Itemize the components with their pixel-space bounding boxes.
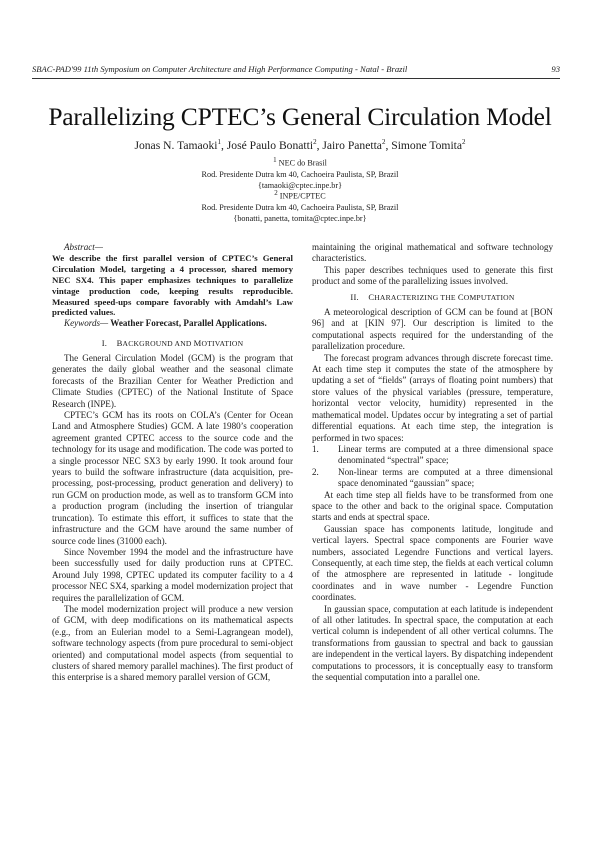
- paragraph: The model modernization project will produce a new version of GCM, with deep modifications on its mathematical aspects (e.g., from an Eulerian model to a Semi-Lagrangean model), software technology aspects (from pure procedural to semi-object oriented) and computational model aspects (from sequential to clusters of shared memory parallel machines). The first product of this enterprise is a shared memory parallel version of GCM,: [52, 603, 293, 683]
- abstract-label: Abstract—: [64, 242, 103, 252]
- author-mark: 2: [462, 138, 466, 146]
- affiliation-name: INPE/CPTEC: [279, 191, 326, 201]
- affiliation-name: NEC do Brasil: [278, 158, 327, 168]
- paragraph: The forecast program advances through discrete forecast time. At each time step it computes the state of the atmosphere by updating a set of “fields” (arrays of floating point numbers) that store values of the physical variables (pressure, temperature, horizontal vector velocity, humidity) represented in the mathematical model. Updates occur by integrating a set of partial differential equations. At each time step, the integration is performed in two spaces:: [312, 352, 553, 443]
- paragraph: The General Circulation Model (GCM) is the program that generates the daily global weather and the seasonal climate forecasts of the Brazilian Center for Weather Prediction and Climate Studies (CPTEC) of the National Institute of Space Research (INPE).: [52, 353, 293, 409]
- affiliation-email: {tamaoki@cptec.inpe.br}: [257, 180, 343, 190]
- author-mark: 2: [381, 138, 386, 146]
- paragraph: maintaining the original mathematical and software technology characteristics.: [312, 242, 553, 264]
- keywords-text: Weather Forecast, Parallel Applications.: [108, 318, 267, 329]
- author-line: Jonas N. Tamaoki$^1$, José Paulo Bonatti$^2$, Jairo Panetta$^2$, Simone Tomita$^2$: [134, 138, 466, 152]
- author-name: José Paulo Bonatti: [226, 138, 314, 152]
- affiliation-1: [0, 155, 600, 191]
- paragraph: CPTEC’s GCM has its roots on COLA’s (Center for Ocean Land and Atmosphere Studies) GCM. A late 1980’s cooperation agreement granted CPTEC access to the source code and the technology for its usage and modification. The code was ported to a single processor NEC SX3 by early 1990. It took around four years to build the software infrastructure (data acquisition, pre-processing, post-processing, product generation and delivery) to run GCM on production mode, as well as to transform GCM into a production program (including the insertion of triangular truncation). To estimate this effort, it suffices to state that the infrastructure and the GCM have around the same number of source code lines (31000 each).: [52, 410, 293, 546]
- list-item: 1. Linear terms are computed at a three dimensional space denominated “spectral” space;: [312, 443, 553, 466]
- paragraph: In gaussian space, computation at each latitude is independent of all other latitudes. In spectral space, the computation at each vertical column is independent of all other vertical columns. The transformations from gaussian to spectral and back to gaussian are independent in the vertical layers. By dispatching independent computations to processors, it is conceptually easy to transform the sequential computation into a parallel one.: [312, 603, 553, 683]
- affiliation-mark: 1: [273, 156, 277, 164]
- running-header: [32, 64, 560, 74]
- affiliation-address: Rod. Presidente Dutra km 40, Cachoeira Paulista, SP, Brazil: [201, 169, 399, 179]
- paragraph: Since November 1994 the model and the infrastructure have been successfully used for daily production runs at CPTEC. Around July 1998, CPTEC updated its computer facility to a 4 processor NEC SX4, sparking a model modernization project that requires the parallelization of GCM.: [52, 546, 293, 603]
- author-mark: 1: [217, 138, 221, 146]
- paragraph: At each time step all fields have to be transformed from one space to the other and back to the original space. Computation starts and ends at spectral space.: [312, 489, 553, 523]
- section-heading-1: I. BACKGROUND AND MOTIVATION: [101, 337, 244, 348]
- right-column: [312, 242, 553, 683]
- affiliation-email: {bonatti, panetta, tomita@cptec.inpe.br}: [233, 213, 367, 223]
- paragraph: Gaussian space has components latitude, longitude and vertical layers. Spectral space components are Fourier wave numbers, associated Legendre Functions and vertical layers. Consequently, at each time step, the fields at each vertical column of the atmosphere are represented in latitude - longitude coordinates and in wave number - Legendre Function coordinates.: [312, 523, 553, 603]
- affiliation-address: Rod. Presidente Dutra km 40, Cachoeira Paulista, SP, Brazil: [201, 202, 399, 212]
- keywords-label: Keywords—: [64, 318, 109, 329]
- list-item: 2. Non-linear terms are computed at a three dimensional space denominated “gaussian” space;: [312, 466, 553, 489]
- paragraph: This paper describes techniques used to generate this first product and some of the parallelizing issues involved.: [312, 264, 553, 287]
- page-number: 93: [551, 64, 560, 74]
- keywords: [52, 318, 293, 329]
- paper-title: Parallelizing CPTEC’s General Circulation Model: [48, 102, 552, 131]
- author-name: Jonas N. Tamaoki: [134, 138, 218, 152]
- paragraph: A meteorological description of GCM can be found at [BON 96] and at [KIN 97]. Our description is limited to the computational aspects required for the understanding of the parallelization procedure.: [312, 307, 553, 352]
- left-column: [52, 242, 293, 684]
- affiliation-mark: 2: [274, 189, 278, 197]
- header-rule: [32, 78, 560, 79]
- section-heading-2: II. CHARACTERIZING THE COMPUTATION: [350, 291, 515, 302]
- running-title: SBAC-PAD'99 11th Symposium on Computer Architecture and High Performance Computing - Natal - Brazil: [32, 64, 408, 74]
- affiliation-2: [0, 188, 600, 224]
- author-mark: 2: [313, 138, 317, 146]
- author-name: Simone Tomita: [391, 138, 463, 152]
- author-name: Jairo Panetta: [322, 138, 382, 152]
- abstract-text: We describe the first parallel version of CPTEC’s General Circulation Model, targeting a 4 processor, shared memory NEC SX4. This paper emphasizes techniques to parallelize vintage production code, keeping results reproducible. Measured speed-ups compare favorably with Amdahl’s Law predicted values.: [52, 253, 293, 318]
